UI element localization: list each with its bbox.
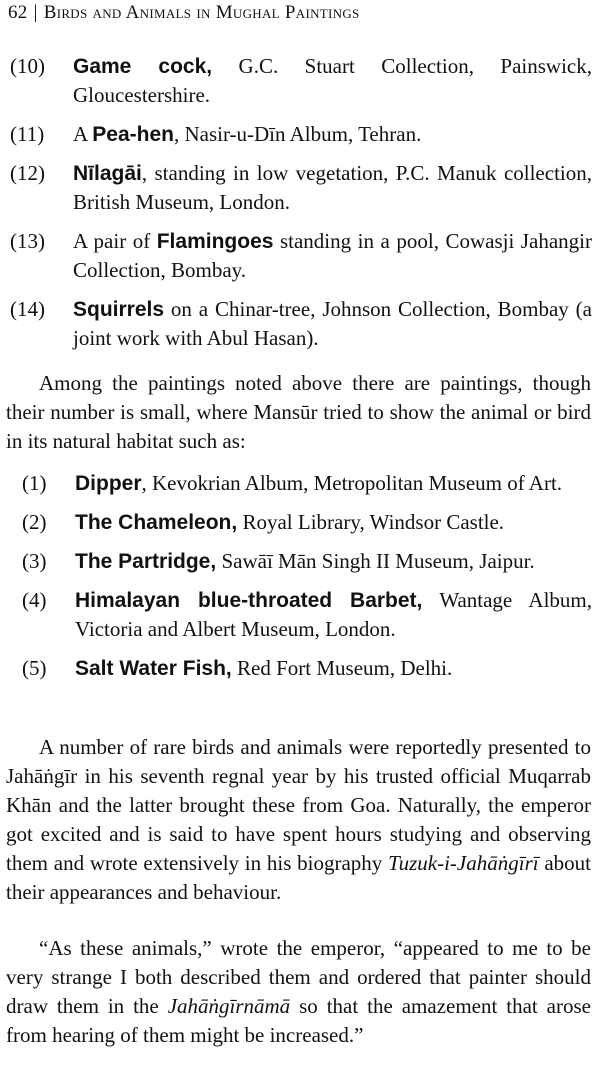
book-title-italic: Jahāṅgīrnāmā	[167, 994, 291, 1018]
list-item	[0, 547, 600, 576]
item-text: standing in a pool, Cowasji Jahangir Collection, Bombay.	[73, 229, 592, 282]
item-title: Dipper	[75, 472, 142, 495]
item-text: Wantage Album, Victoria and Albert Museum, London.	[75, 588, 592, 641]
item-title: Salt Water Fish,	[75, 657, 232, 680]
item-number: (5)	[22, 656, 47, 680]
item-text: , Nasir-u-Dīn Album, Tehran.	[173, 122, 422, 146]
item-text: Sawāī Mān Singh II Museum, Jaipur.	[216, 549, 535, 573]
list-item	[0, 52, 600, 110]
running-header	[8, 2, 360, 24]
paragraph-rare-animals	[6, 733, 591, 907]
item-number: (2)	[22, 510, 47, 534]
item-title: Flamingoes	[156, 230, 274, 253]
list-item	[0, 469, 600, 498]
item-number: (14)	[10, 297, 45, 321]
paragraph-text: so that the amazement that arose from hearing of them might be increased.”	[6, 994, 591, 1047]
list-item	[0, 586, 600, 644]
item-title: Nīlagāi	[73, 162, 142, 185]
list-item	[0, 227, 600, 285]
item-number: (4)	[22, 588, 47, 612]
list-item	[0, 120, 600, 149]
item-number: (10)	[10, 54, 45, 78]
paragraph-habitat-intro: Among the paintings noted above there are paintings, though their number is small, where Mansūr tried to show the animal or bird in its natural habitat such as:	[6, 371, 591, 453]
list-item	[0, 295, 600, 353]
item-title: Pea-hen	[92, 123, 174, 146]
header-title: Birds and Animals in Mughal Paintings	[43, 2, 360, 23]
item-number: (11)	[10, 122, 45, 146]
page-number: 62	[8, 2, 28, 23]
item-prefix: A	[73, 122, 93, 146]
list-item	[0, 159, 600, 217]
item-title: The Chameleon,	[75, 511, 238, 534]
item-text: G.C. Stuart Collection, Painswick, Gloucestershire.	[73, 54, 592, 107]
item-number: (12)	[10, 161, 45, 185]
item-text: on a Chinar-tree, Johnson Collection, Bombay (a joint work with Abul Hasan).	[73, 297, 592, 350]
item-number: (3)	[22, 549, 47, 573]
item-title: Game cock,	[73, 55, 213, 78]
item-text: , Kevokrian Album, Metropolitan Museum of Art.	[141, 471, 563, 495]
item-title: Squirrels	[73, 298, 165, 321]
list-item	[0, 654, 600, 683]
list-habitat-paintings	[0, 469, 600, 693]
list-item	[0, 508, 600, 537]
item-title: Himalayan blue-throated Barbet,	[75, 589, 423, 612]
item-text: Red Fort Museum, Delhi.	[231, 656, 453, 680]
item-number: (1)	[22, 471, 47, 495]
paragraph-text: about their appearances and behaviour.	[6, 851, 591, 904]
book-title-italic: Tuzuk-i-Jahāṅgīrī	[388, 851, 539, 875]
paragraph-emperor-quote	[6, 934, 591, 1050]
header-separator: |	[33, 2, 38, 23]
item-prefix: A pair of	[73, 229, 157, 253]
item-text: , standing in low vegetation, P.C. Manuk collection, British Museum, London.	[73, 161, 592, 214]
item-number: (13)	[10, 229, 45, 253]
item-text: Royal Library, Windsor Castle.	[237, 510, 505, 534]
list-first-entries	[0, 52, 600, 363]
paragraph-text: “As these animals,” wrote the emperor, “appeared to me to be very strange I both described them and ordered that painter should draw them in the	[6, 936, 591, 1018]
paragraph-text: A number of rare birds and animals were reportedly presented to Jahāṅgīr in his seventh regnal year by his trusted official Muqarrab Khān and the latter brought these from Goa. Naturally, the emperor got excited and is said to have spent hours studying and observing them and wrote extensively in his biography	[6, 735, 591, 875]
item-title: The Partridge,	[75, 550, 217, 573]
